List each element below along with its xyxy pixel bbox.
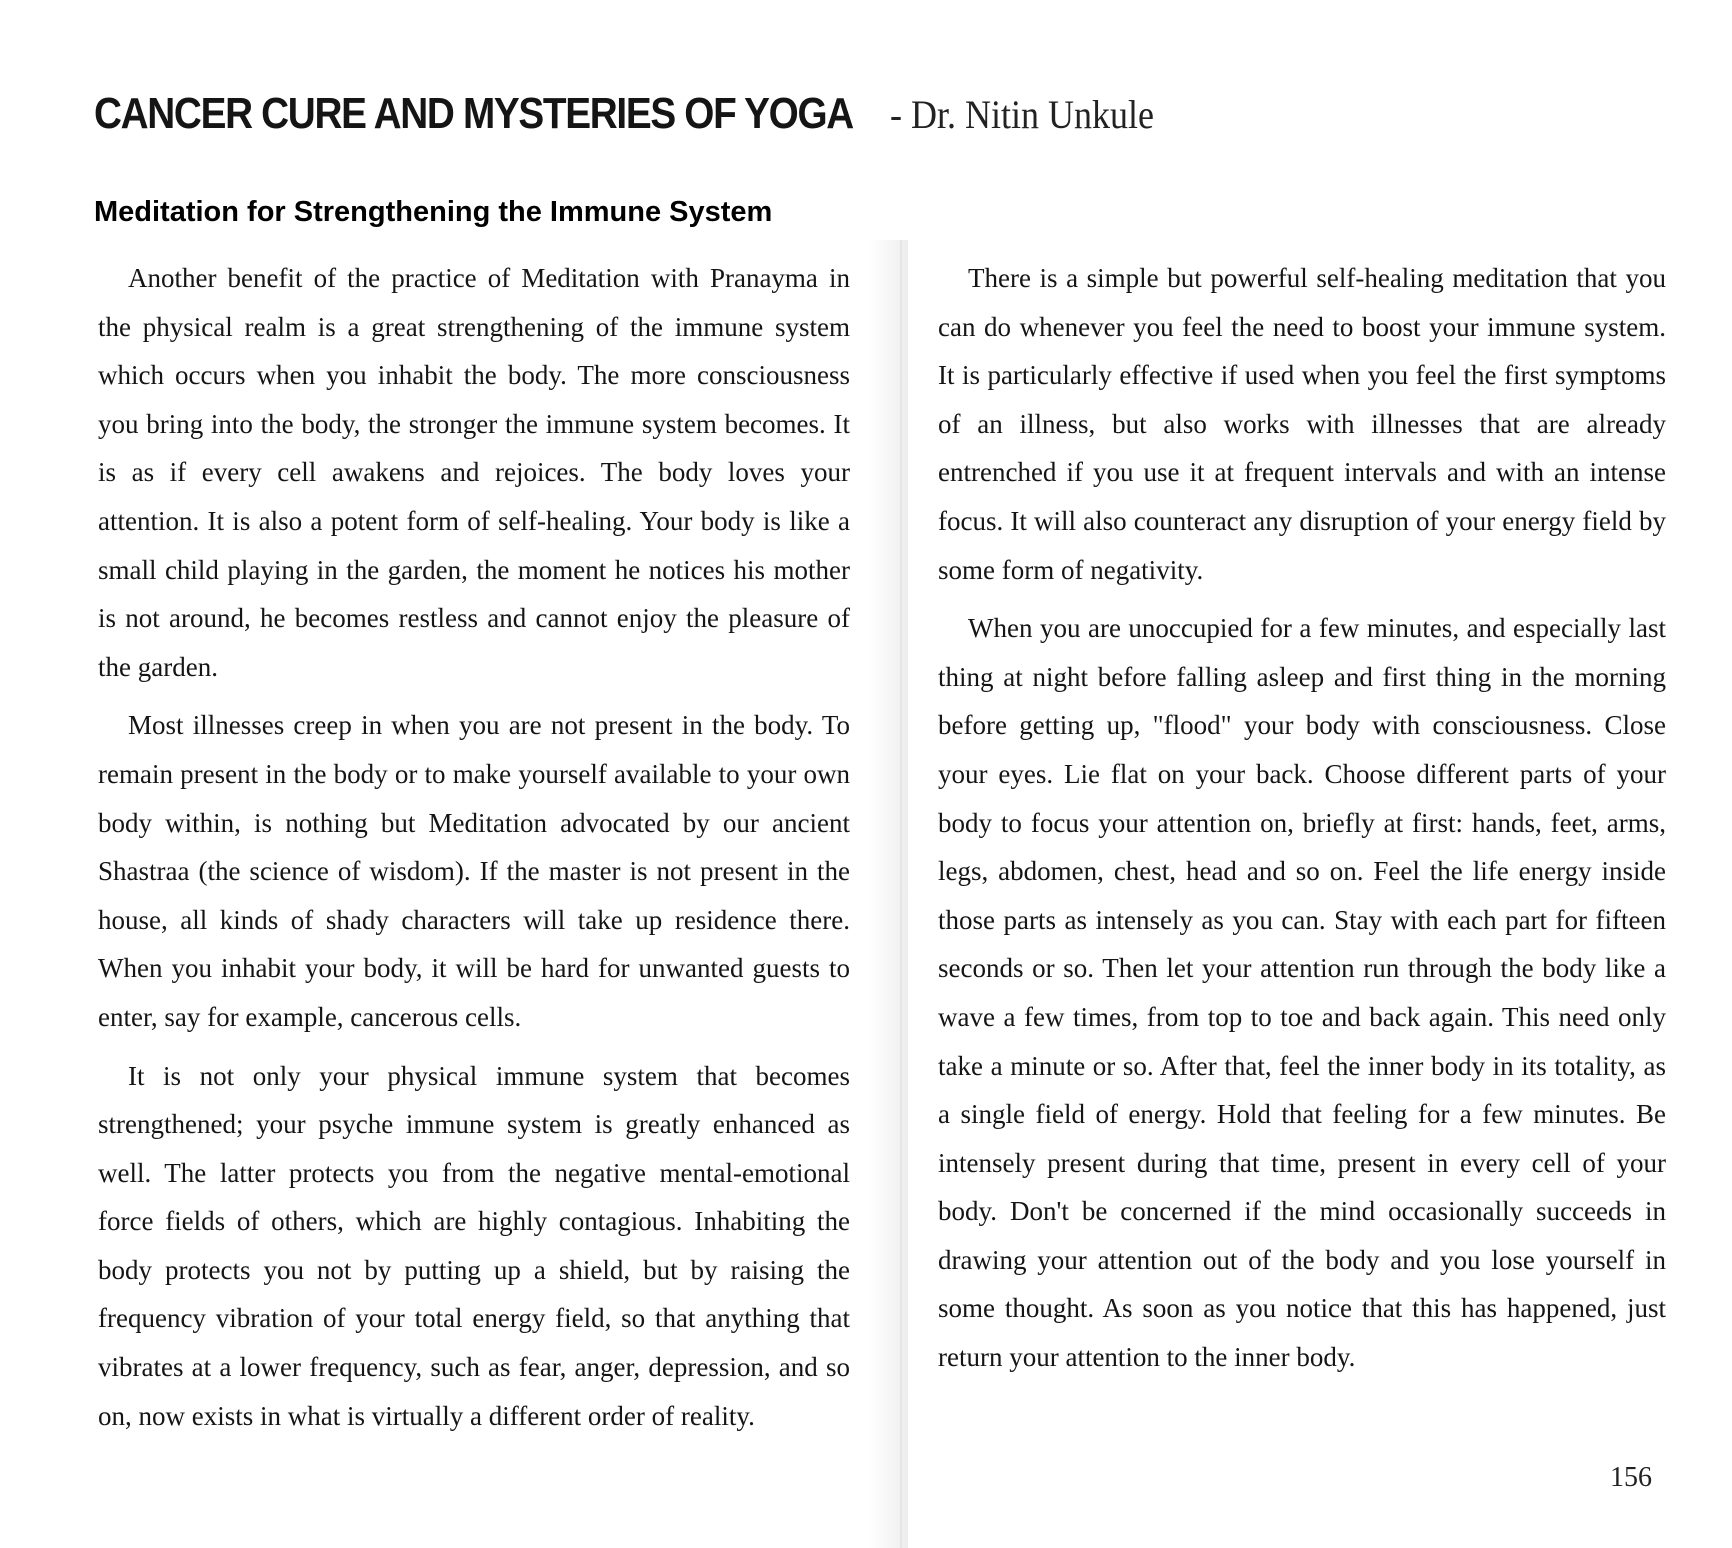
page-gutter-divider: [900, 240, 902, 1548]
right-text-column: [938, 254, 1666, 1392]
left-text-column: [98, 254, 850, 1450]
book-title: CANCER CURE AND MYSTERIES OF YOGA: [94, 89, 853, 138]
paragraph: When you are unoccupied for a few minutes, and especially last thing at night before falling asleep and first thing in the morning before getting up, "flood" your body with consciousness. Close your eyes. Lie flat on your back. Choose different parts of your body to focus your attention on, briefly at first: hands, feet, arms, legs, abdomen, chest, head and so on. Feel the life energy inside those parts as intensely as you can. Stay with each part for fifteen seconds or so. Then let your attention run through the body like a wave a few times, from top to toe and back again. This need only take a minute or so. After that, feel the inner body in its totality, as a single field of energy. Hold that feeling for a few minutes. Be intensely present during that time, present in every cell of your body. Don't be concerned if the mind occasionally succeeds in drawing your attention out of the body and you lose yourself in some thought. As soon as you notice that this has happened, just return your attention to the inner body.: [938, 613, 1666, 1373]
paragraph: Another benefit of the practice of Meditation with Pranayma in the physical realm is a great strengthening of the immune system which occurs when you inhabit the body. The more consciousness you bring into the body, the stronger the immune system becomes. It is as if every cell awakens and rejoices. The body loves your attention. It is also a potent form of self-healing. Your body is like a small child playing in the garden, the moment he notices his mother is not around, he becomes restless and cannot enjoy the pleasure of the garden.: [98, 263, 850, 682]
section-heading: Meditation for Strengthening the Immune System: [94, 196, 773, 228]
paragraph: Most illnesses creep in when you are not present in the body. To remain present in the body or to make yourself available to your own body within, is nothing but Meditation advocated by our ancient Shastraa (the science of wisdom). If the master is not present in the house, all kinds of shady characters will take up residence there. When you inhabit your body, it will be hard for unwanted guests to enter, say for example, cancerous cells.: [98, 710, 850, 1032]
author-name: - Dr. Nitin Unkule: [890, 92, 1155, 137]
page-gutter-shadow: [868, 240, 908, 1548]
page-number: 156: [1610, 1462, 1652, 1493]
paragraph: It is not only your physical immune system that becomes strengthened; your psyche immune system is greatly enhanced as well. The latter protects you from the negative mental-emotional force fields of others, which are highly contagious. Inhabiting the body protects you not by putting up a shield, but by raising the frequency vibration of your total energy field, so that anything that vibrates at a lower frequency, such as fear, anger, depression, and so on, now exists in what is virtually a different order of reality.: [98, 1060, 850, 1431]
paragraph: There is a simple but powerful self-healing meditation that you can do whenever you feel the need to boost your immune system. It is particularly effective if used when you feel the first symptoms of an illness, but also works with illnesses that are already entrenched if you use it at frequent intervals and with an intense focus. It will also counteract any disruption of your energy field by some form of negativity.: [938, 263, 1666, 585]
running-header: [94, 89, 1184, 138]
